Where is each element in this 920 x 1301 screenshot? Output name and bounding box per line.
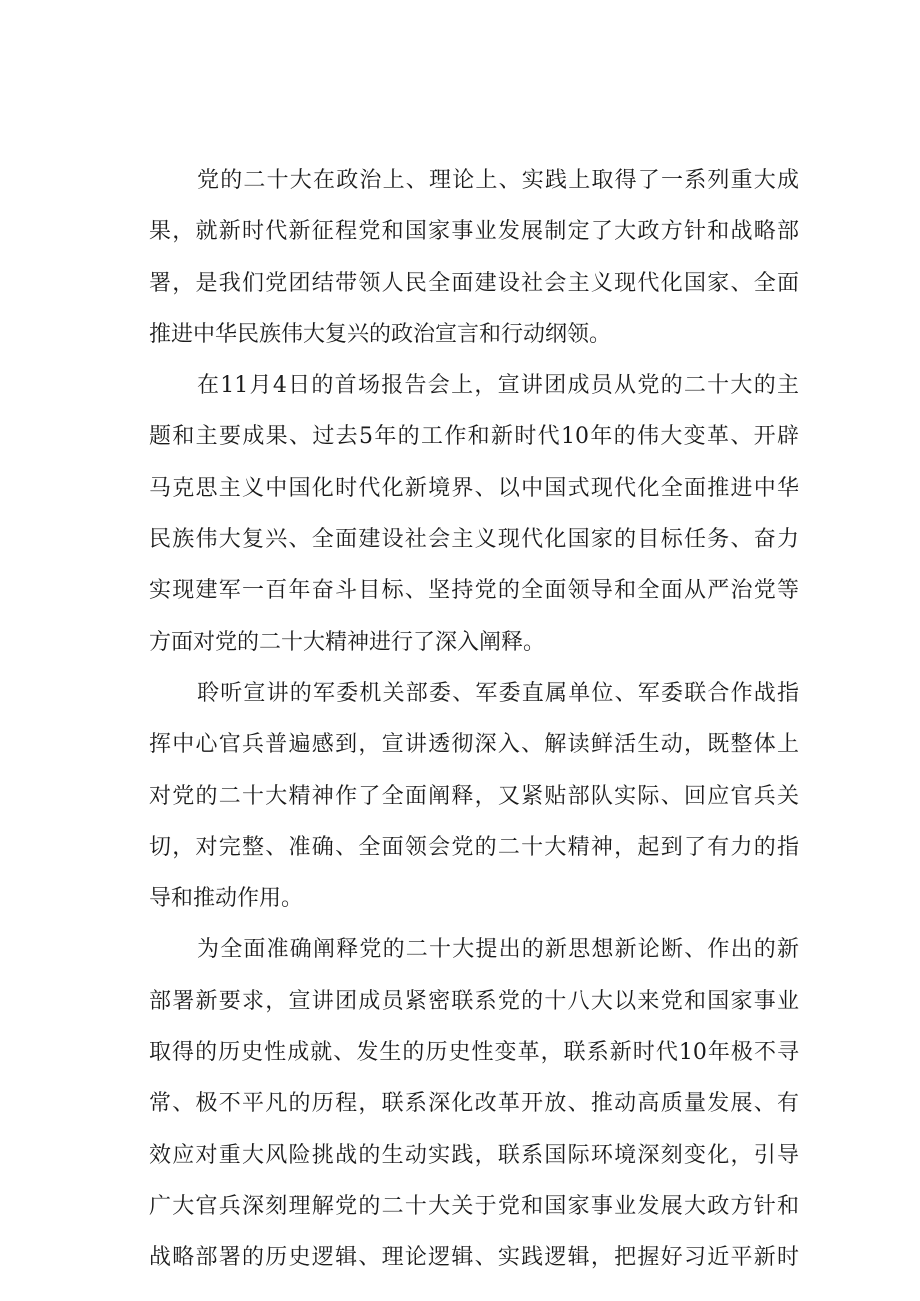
text-line: 聆听宣讲的军委机关部委、军委直属单位、军委联合作战指 bbox=[197, 680, 799, 706]
paragraph bbox=[149, 360, 799, 668]
text-line: 民族伟大复兴、全面建设社会主义现代化国家的目标任务、奋力 bbox=[149, 527, 799, 553]
document-body bbox=[149, 155, 799, 1284]
text-line: 导和推动作用。 bbox=[149, 886, 304, 912]
text-line: 党的二十大在政治上、理论上、实践上取得了一系列重大成 bbox=[197, 168, 799, 193]
text-line: 部署新要求，宣讲团成员紧密联系党的十八大以来党和国家事业 bbox=[149, 988, 799, 1014]
paragraph bbox=[149, 668, 799, 924]
text-line: 效应对重大风险挑战的生动实践，联系国际环境深刻变化，引导 bbox=[149, 1142, 799, 1168]
text-line: 广大官兵深刻理解党的二十大关于党和国家事业发展大政方针和 bbox=[149, 1193, 799, 1219]
text-line: 题和主要成果、过去5年的工作和新时代10年的伟大变革、开辟 bbox=[149, 424, 799, 450]
text-line: 推进中华民族伟大复兴的政治宣言和行动纲领。 bbox=[149, 321, 612, 347]
text-line: 切，对完整、准确、全面领会党的二十大精神，起到了有力的指 bbox=[149, 834, 799, 860]
text-line: 果，就新时代新征程党和国家事业发展制定了大政方针和战略部 bbox=[149, 219, 799, 245]
paragraph bbox=[149, 924, 799, 1283]
paragraph bbox=[149, 155, 799, 360]
text-line: 取得的历史性成就、发生的历史性变革，联系新时代10年极不寻 bbox=[149, 1040, 799, 1066]
text-line: 对党的二十大精神作了全面阐释，又紧贴部队实际、回应官兵关 bbox=[149, 783, 799, 809]
text-line: 马克思主义中国化时代化新境界、以中国式现代化全面推进中华 bbox=[149, 475, 799, 501]
text-line: 在11月4日的首场报告会上，宣讲团成员从党的二十大的主 bbox=[197, 373, 799, 399]
text-line: 署，是我们党团结带领人民全面建设社会主义现代化国家、全面 bbox=[149, 270, 799, 296]
text-line: 方面对党的二十大精神进行了深入阐释。 bbox=[149, 629, 546, 655]
text-line: 实现建军一百年奋斗目标、坚持党的全面领导和全面从严治党等 bbox=[149, 578, 799, 604]
text-line: 挥中心官兵普遍感到，宣讲透彻深入、解读鲜活生动，既整体上 bbox=[149, 732, 799, 758]
text-line: 常、极不平凡的历程，联系深化改革开放、推动高质量发展、有 bbox=[149, 1091, 799, 1117]
text-line: 战略部署的历史逻辑、理论逻辑、实践逻辑，把握好习近平新时 bbox=[149, 1245, 799, 1271]
text-line: 为全面准确阐释党的二十大提出的新思想新论断、作出的新 bbox=[197, 937, 799, 963]
